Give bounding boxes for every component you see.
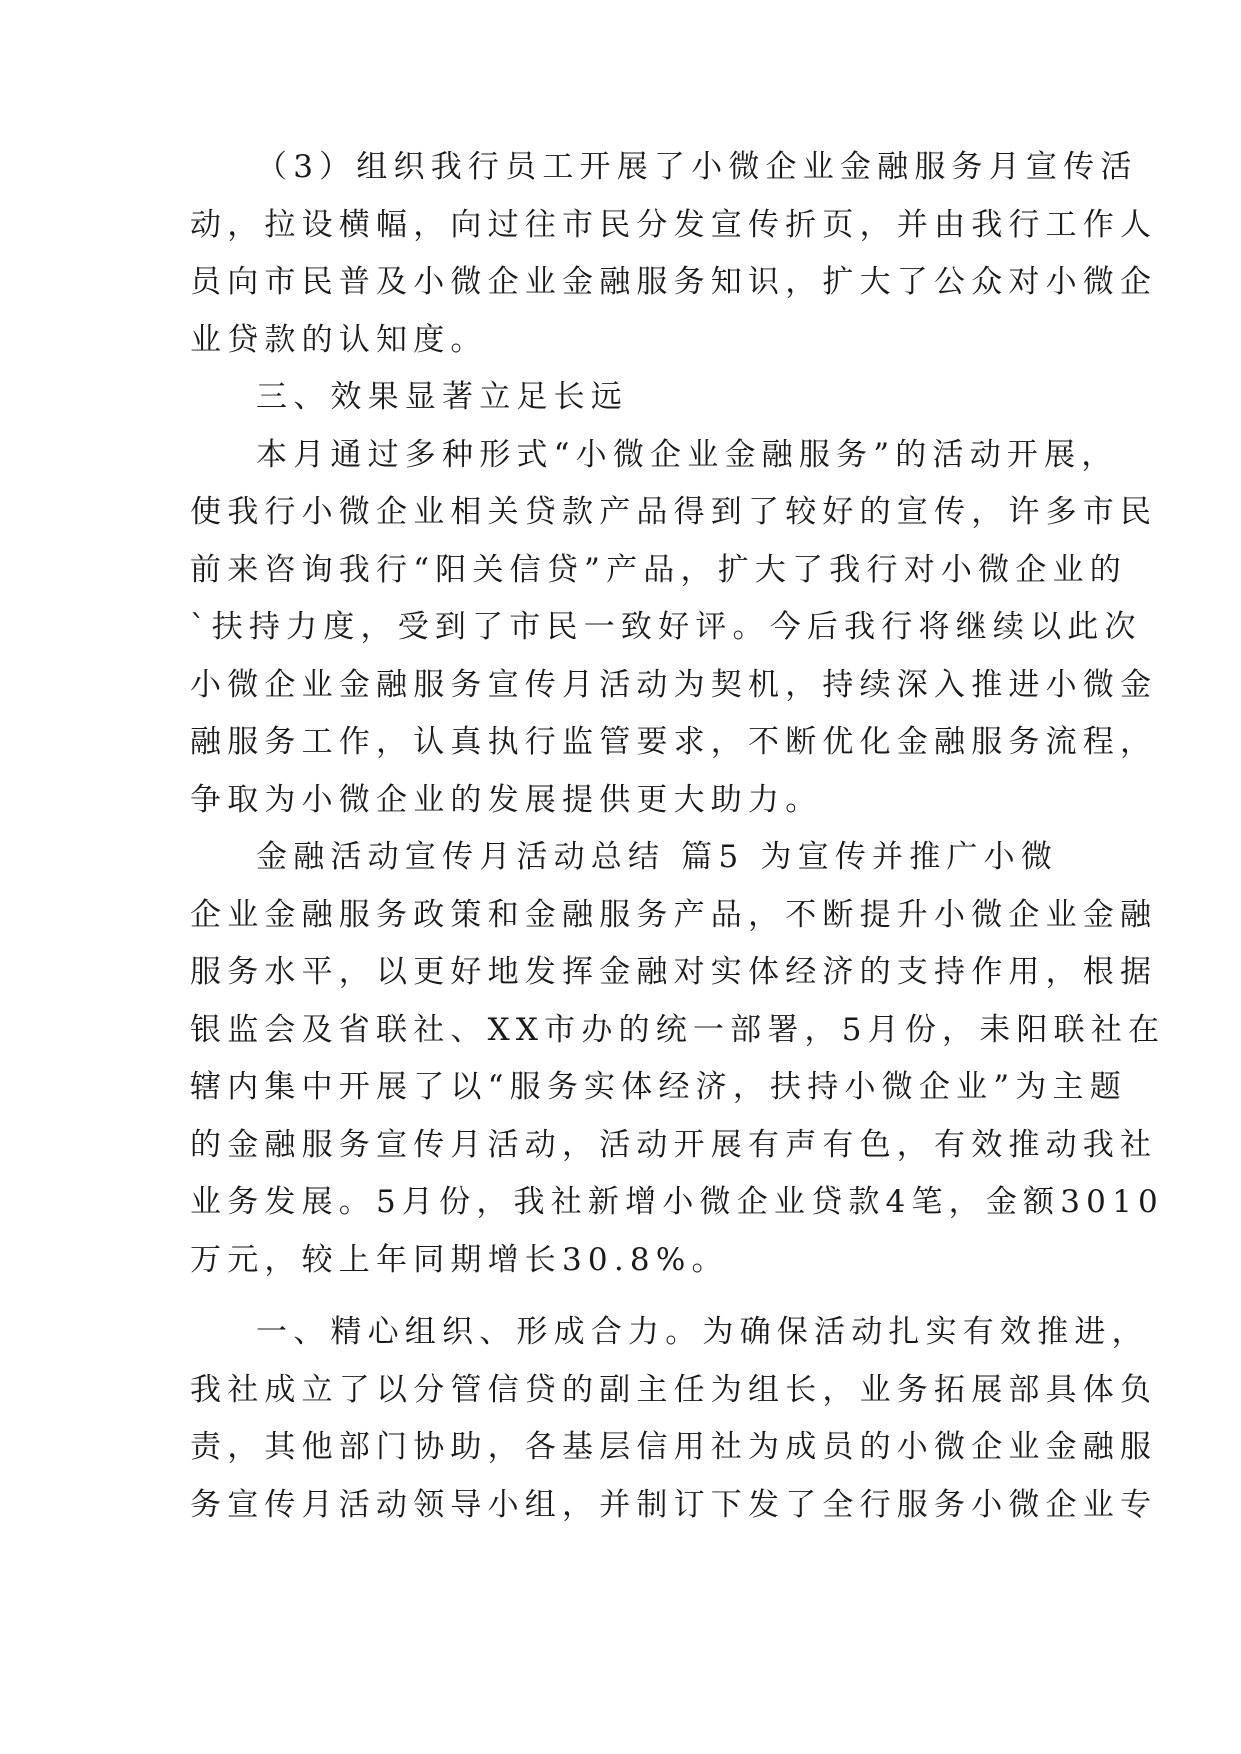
article-heading-line: 金融活动宣传月活动总结 篇5 为宣传并推广小微 bbox=[256, 839, 1059, 875]
section-heading: 三、效果显著立足长远 bbox=[256, 379, 628, 415]
text-line: 前来咨询我行“阳关信贷”产品，扩大了我行对小微企业的 bbox=[190, 552, 1127, 588]
text-line: 银监会及省联社、XX市办的统一部署，5月份，耒阳联社在 bbox=[190, 1012, 1166, 1048]
text-line: 小微企业金融服务宣传月活动为契机，持续深入推进小微金 bbox=[190, 667, 1158, 703]
text-line: 责，其他部门协助，各基层信用社为成员的小微企业金融服 bbox=[190, 1429, 1158, 1465]
text-line: `扶持力度，受到了市民一致好评。今后我行将继续以此次 bbox=[190, 609, 1142, 645]
text-line: 业贷款的认知度。 bbox=[190, 322, 488, 358]
text-line: 我社成立了以分管信贷的副主任为组长，业务拓展部具体负 bbox=[190, 1372, 1158, 1408]
text-line: 争取为小微企业的发展提供更大助力。 bbox=[190, 782, 823, 818]
text-line: 企业金融服务政策和金融服务产品，不断提升小微企业金融 bbox=[190, 897, 1158, 933]
text-line: 的金融服务宣传月活动，活动开展有声有色，有效推动我社 bbox=[190, 1127, 1158, 1163]
text-line: 辖内集中开展了以“服务实体经济，扶持小微企业”为主题 bbox=[190, 1069, 1127, 1105]
text-line: 本月通过多种形式“小微企业金融服务”的活动开展， bbox=[256, 437, 1119, 473]
text-line: 务宣传月活动领导小组，并制订下发了全行服务小微企业专 bbox=[190, 1487, 1158, 1523]
text-line: 动，拉设横幅，向过往市民分发宣传折页，并由我行工作人 bbox=[190, 207, 1158, 243]
text-line: 使我行小微企业相关贷款产品得到了较好的宣传，许多市民 bbox=[190, 494, 1158, 530]
text-line: （3）组织我行员工开展了小微企业金融服务月宣传活 bbox=[256, 149, 1138, 185]
text-line: 业务发展。5月份，我社新增小微企业贷款4笔，金额3010 bbox=[190, 1184, 1164, 1220]
text-line: 万元，较上年同期增长30.8%。 bbox=[190, 1242, 729, 1278]
text-line: 融服务工作，认真执行监管要求，不断优化金融服务流程， bbox=[190, 724, 1158, 760]
text-line: 一、精心组织、形成合力。为确保活动扎实有效推进， bbox=[256, 1314, 1149, 1350]
text-line: 员向市民普及小微企业金融服务知识，扩大了公众对小微企 bbox=[190, 264, 1158, 300]
text-line: 服务水平，以更好地发挥金融对实体经济的支持作用，根据 bbox=[190, 954, 1158, 990]
